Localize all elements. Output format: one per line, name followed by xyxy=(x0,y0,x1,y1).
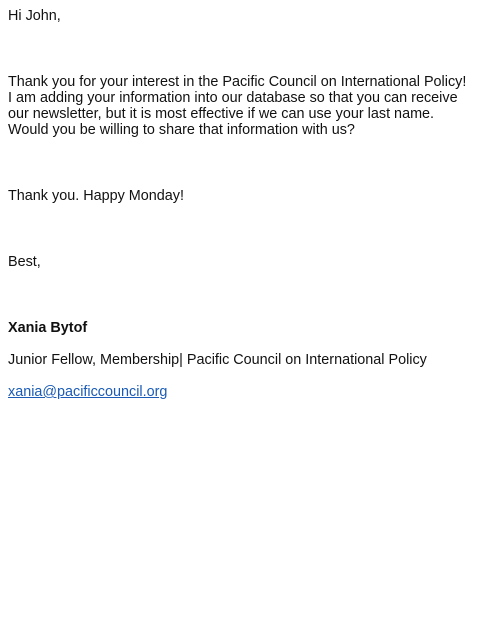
signature-title: Junior Fellow, Membership| Pacific Council on International Policy xyxy=(8,352,427,368)
email-thanks-line: Thank you. Happy Monday! xyxy=(8,188,184,204)
email-greeting: Hi John, xyxy=(8,8,61,24)
email-closing: Best, xyxy=(8,254,41,270)
signature-email xyxy=(8,384,470,400)
signature-name: Xania Bytof xyxy=(8,320,88,336)
email-body-paragraph: Thank you for your interest in the Pacific Council on International Policy! I am adding your information into our database so that you can receive our newsletter, but it is most effective if we can use your last name. Would you be willing to share that information with us? xyxy=(8,74,467,138)
signature-email-link[interactable]: xania@pacificcouncil.org xyxy=(8,384,168,400)
email-signature xyxy=(8,320,470,400)
